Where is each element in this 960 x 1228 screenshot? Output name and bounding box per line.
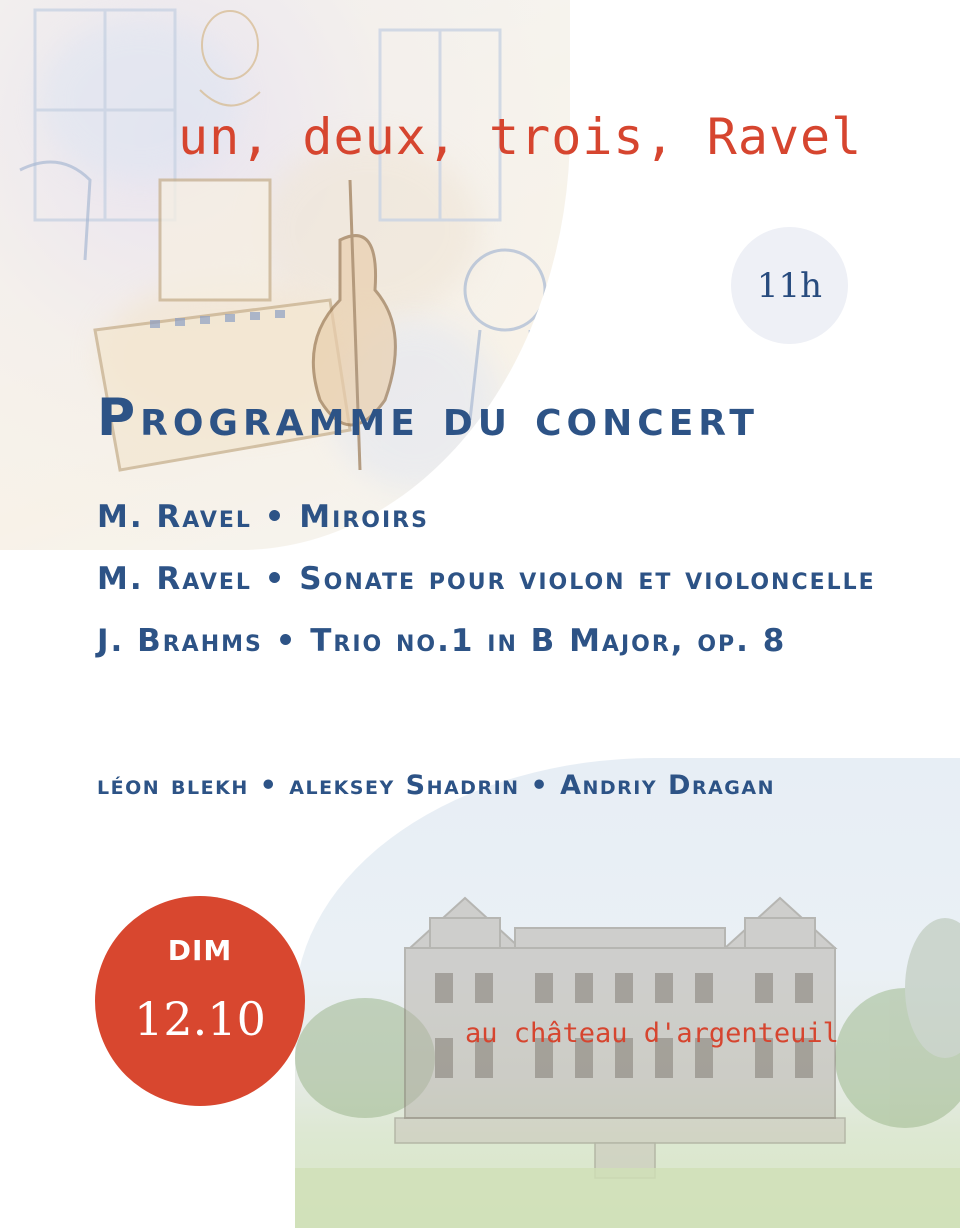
event-date: 12.10 — [134, 992, 266, 1046]
concert-title: un, deux, trois, Ravel — [178, 108, 863, 166]
time-label: 11h — [756, 265, 823, 306]
program-item: M. Ravel • Miroirs — [97, 499, 429, 535]
program-item: J. Brahms • Trio no.1 in B Major, op. 8 — [97, 623, 787, 659]
painting-background — [0, 0, 570, 550]
watercolor-music-room-icon — [0, 0, 570, 550]
venue-label: au château d'argenteuil — [465, 1018, 839, 1049]
date-badge — [95, 896, 305, 1106]
program-item: M. Ravel • Sonate pour violon et violoncelle — [97, 561, 876, 597]
chateau-photo-icon — [295, 758, 960, 1228]
performers-line: léon blekh • aleksey Shadrin • Andriy Dragan — [97, 770, 775, 801]
event-day: DIM — [167, 934, 233, 967]
program-list — [97, 486, 877, 672]
chateau-photo — [295, 758, 960, 1228]
program-heading: Programme du concert — [97, 388, 759, 448]
time-badge — [731, 227, 848, 344]
